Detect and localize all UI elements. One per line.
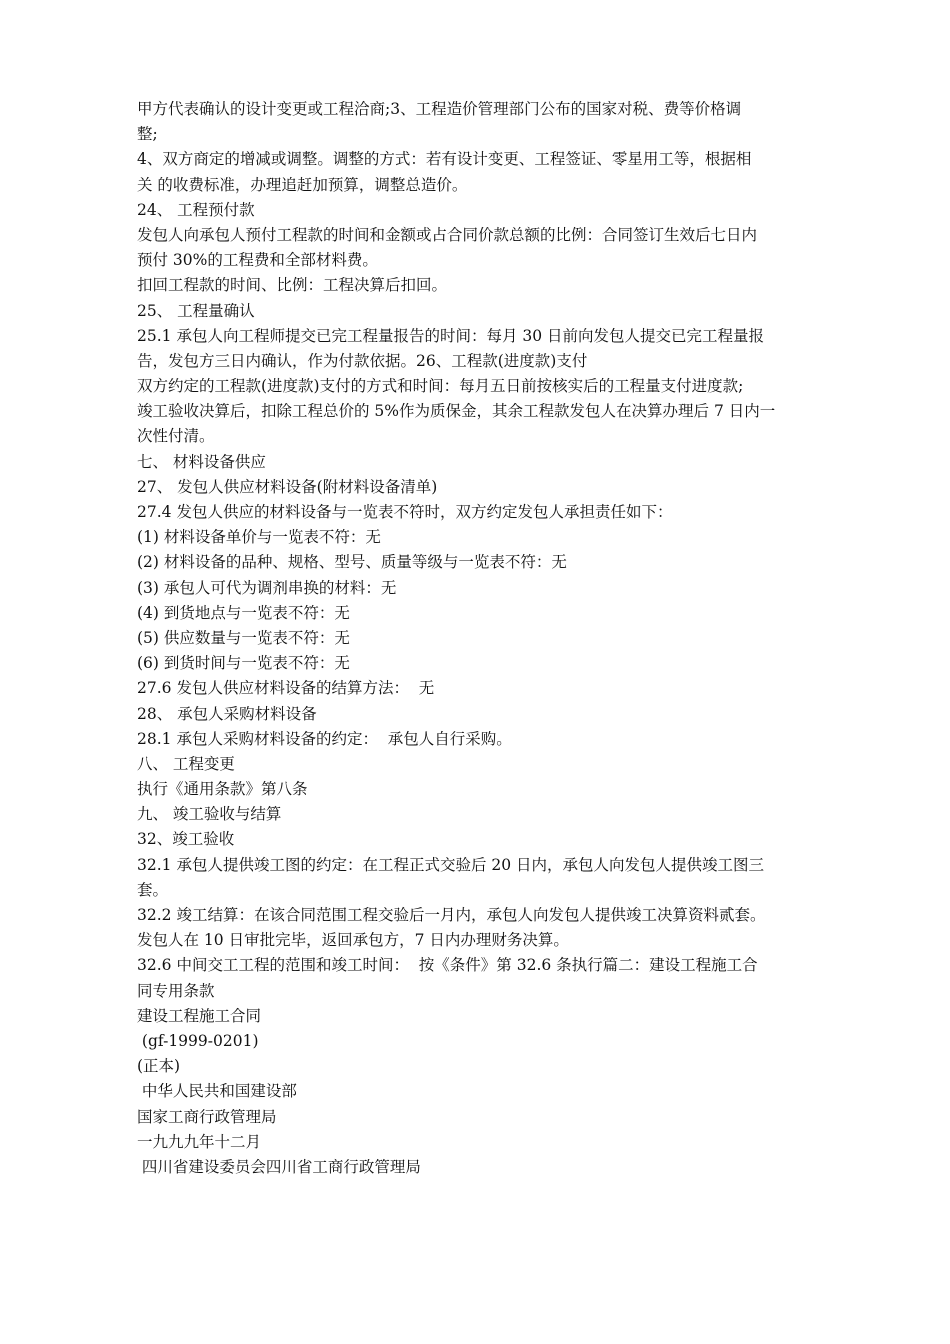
chapter-heading: 九、 竣工验收与结算 (137, 805, 282, 824)
chapter-heading: 八、 工程变更 (137, 754, 235, 773)
text-line: 28.1 承包人采购材料设备的约定： 承包人自行采购。 (137, 729, 512, 748)
text-line: 告，发包方三日内确认，作为付款依据。26、工程款(进度款)支付 (137, 351, 588, 370)
text-line: 整; (137, 125, 158, 144)
text-line: 27.4 发包人供应的材料设备与一览表不符时，双方约定发包人承担责任如下： (137, 503, 673, 521)
text-line: 扣回工程款的时间、比例：工程决算后扣回。 (137, 276, 448, 295)
section-heading: 24、 工程预付款 (137, 200, 255, 219)
issuer-provincial: 四川省建设委员会四川省工商行政管理局 (137, 1157, 421, 1176)
copy-label: (正本) (137, 1057, 181, 1076)
section-heading: 28、 承包人采购材料设备 (137, 704, 317, 723)
text-line: 32.6 中间交工工程的范围和竣工时间： 按《条件》第 32.6 条执行篇二：建设工程施工合 (137, 956, 758, 975)
issue-date: 一九九九年十二月 (137, 1132, 262, 1151)
list-item: (3) 承包人可代为调剂串换的材料：无 (137, 578, 397, 597)
text-line: 25.1 承包人向工程师提交已完工程量报告的时间：每月 30 日前向发包人提交已完工程量报 (137, 326, 765, 345)
section-heading: 27、 发包人供应材料设备(附材料设备清单) (137, 477, 438, 496)
text-line: 预付 30%的工程费和全部材料费。 (137, 251, 378, 270)
text-line: 套。 (137, 880, 169, 899)
text-line: 执行《通用条款》第八条 (137, 780, 308, 799)
list-item: (6) 到货时间与一览表不符：无 (137, 654, 350, 673)
text-line: 甲方代表确认的设计变更或工程洽商;3、工程造价管理部门公布的国家对税、费等价格调 (137, 100, 742, 118)
text-line: 32.2 竣工结算：在该合同范围工程交验后一月内，承包人向发包人提供竣工决算资料贰套。 (137, 906, 766, 924)
text-line: 双方约定的工程款(进度款)支付的方式和时间：每月五日前按核实后的工程量支付进度款; (137, 377, 744, 396)
list-item: (2) 材料设备的品种、规格、型号、质量等级与一览表不符：无 (137, 553, 567, 572)
text-line: 次性付清。 (137, 427, 215, 446)
list-item: (1) 材料设备单价与一览表不符：无 (137, 528, 381, 547)
issuer-bureau: 国家工商行政管理局 (137, 1107, 277, 1126)
contract-title: 建设工程施工合同 (137, 1006, 262, 1025)
issuer-ministry: 中华人民共和国建设部 (137, 1082, 297, 1101)
list-item: (4) 到货地点与一览表不符：无 (137, 603, 350, 622)
text-line: 竣工验收决算后，扣除工程总价的 5%作为质保金，其余工程款发包人在决算办理后 7 日内一 (137, 402, 776, 421)
text-line: 同专用条款 (137, 981, 215, 1000)
text-line: 27.6 发包人供应材料设备的结算方法： 无 (137, 679, 435, 698)
text-line: 32.1 承包人提供竣工图的约定：在工程正式交验后 20 日内，承包人向发包人提供竣工图三 (137, 855, 765, 874)
text-line: 发包人在 10 日审批完毕，返回承包方，7 日内办理财务决算。 (137, 931, 569, 950)
text-line: 4、双方商定的增减或调整。调整的方式：若有设计变更、工程签证、零星用工等，根据相 (137, 150, 752, 169)
contract-code: (gf-1999-0201) (137, 1031, 259, 1050)
section-heading: 32、竣工验收 (137, 830, 235, 849)
list-item: (5) 供应数量与一览表不符：无 (137, 628, 350, 647)
section-heading: 25、 工程量确认 (137, 301, 255, 320)
document-body (137, 97, 837, 1180)
text-line: 关 的收费标准，办理追赶加预算，调整总造价。 (137, 175, 468, 194)
chapter-heading: 七、 材料设备供应 (137, 452, 266, 471)
text-line: 发包人向承包人预付工程款的时间和金额或占合同价款总额的比例：合同签订生效后七日内 (137, 225, 758, 244)
